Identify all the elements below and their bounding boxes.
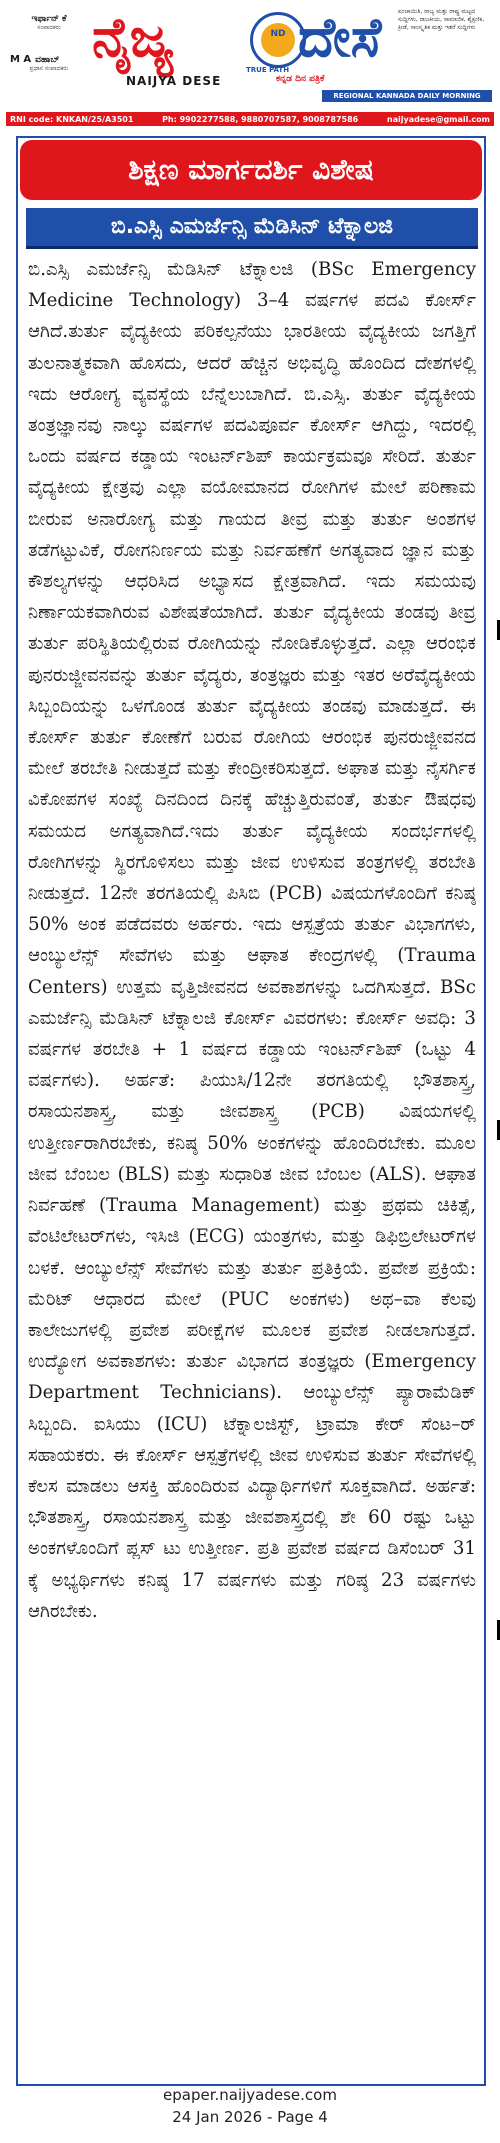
- article-body: [28, 254, 476, 2074]
- article-headline: ಬಿ.ಎಸ್ಸಿ ಎಮರ್ಜೆನ್ಸಿ ಮೆಡಿಸಿನ್ ಟೆಕ್ನಾಲಜಿ: [26, 208, 478, 249]
- masthead-editor-block: [10, 10, 88, 110]
- info-bar: [6, 112, 494, 126]
- chief-editor-line: [10, 54, 88, 65]
- editor-name: ಇರ್ಫಾನ್ ಕೆ: [31, 14, 67, 24]
- newspaper-tagline: ಕನ್ನಡ ದಿನ ಪತ್ರಿಕೆ: [276, 74, 325, 84]
- phone-numbers: Ph: 9902277588, 9880707587, 9008787586: [162, 114, 359, 124]
- newspaper-title-part1: ನೈಜ್ಯ: [92, 6, 174, 69]
- chief-editor-initials: M A: [10, 54, 32, 65]
- masthead: [6, 6, 494, 114]
- newspaper-title-part2: ದೇಸೆ: [298, 6, 382, 69]
- newspaper-title-english: NAIJYA DESE: [126, 74, 222, 88]
- editor-role: ಸಂಪಾದಕರು: [37, 24, 61, 31]
- footer-url[interactable]: epaper.naijyadese.com: [163, 2086, 337, 2104]
- chief-editor-name: ವಹಾಬ್: [35, 55, 60, 65]
- logo-motto: TRUE PATH: [246, 66, 290, 74]
- regional-band: REGIONAL KANNADA DAILY MORNING: [322, 90, 492, 102]
- rni-code: RNI code: KNKAN/25/A3501: [10, 114, 134, 124]
- section-banner: ಶಿಕ್ಷಣ ಮಾರ್ಗದರ್ಶಿ ವಿಶೇಷ: [20, 140, 482, 200]
- article-paragraph: ಬಿ.ಎಸ್ಸಿ ಎಮರ್ಜೆನ್ಸಿ ಮೆಡಿಸಿನ್ ಟೆಕ್ನಾಲಜಿ (BSc Emergency Medicine Technology) 3–4 ವರ್ಷಗಳ ಪದವಿ ಕೋರ್ಸ್ ಆಗಿದೆ.ತುರ್ತು ವೈದ್ಯಕೀಯ ಪರಿಕಲ್ಪನೆಯು ಭಾರತೀಯ ವೈದ್ಯಕೀಯ ಜಗತ್ತಿಗೆ ತುಲನಾತ್ಮಕವಾಗಿ ಹೊಸದು, ಆದರೆ ಹೆಚ್ಚಿನ ಅಭಿವೃದ್ಧಿ ಹೊಂದಿದ ದೇಶಗಳಲ್ಲಿ ಇದು ಆರೋಗ್ಯ ವ್ಯವಸ್ಥೆಯ ಬೆನ್ನೆಲುಬಾಗಿದೆ. ಬಿ.ಎಸ್ಸಿ. ತುರ್ತು ವೈದ್ಯಕೀಯ ತಂತ್ರಜ್ಞಾನವು ನಾಲ್ಕು ವರ್ಷಗಳ ಪದವಿಪೂರ್ವ ಕೋರ್ಸ್ ಆಗಿದ್ದು, ಇದರಲ್ಲಿ ಒಂದು ವರ್ಷದ ಕಡ್ಡಾಯ ಇಂಟರ್ನ್‌ಶಿಪ್ ಕಾರ್ಯಕ್ರಮವೂ ಸೇರಿದೆ. ತುರ್ತು ವೈದ್ಯಕೀಯ ಕ್ಷೇತ್ರವು ಎಲ್ಲಾ ವಯೋಮಾನದ ರೋಗಿಗಳ ಮೇಲೆ ಪರಿಣಾಮ ಬೀರುವ ಅನಾರೋಗ್ಯ ಮತ್ತು ಗಾಯದ ತೀವ್ರ ಮತ್ತು ತುರ್ತು ಅಂಶಗಳ ತಡೆಗಟ್ಟುವಿಕೆ, ರೋಗನಿರ್ಣಯ ಮತ್ತು ನಿರ್ವಹಣೆಗೆ ಅಗತ್ಯವಾದ ಜ್ಞಾನ ಮತ್ತು ಕೌಶಲ್ಯಗಳನ್ನು ಆಧರಿಸಿದ ಅಭ್ಯಾಸದ ಕ್ಷೇತ್ರವಾಗಿದೆ. ಇದು ಸಮಯವು ನಿರ್ಣಾಯಕವಾಗಿರುವ ವಿಶೇಷತೆಯಾಗಿದೆ. ತುರ್ತು ವೈದ್ಯಕೀಯ ತಂಡವು ತೀವ್ರ ತುರ್ತು ಪರಿಸ್ಥಿತಿಯಲ್ಲಿರುವ ರೋಗಿಯನ್ನು ನೋಡಿಕೊಳ್ಳುತ್ತದೆ. ಎಲ್ಲಾ ಆರಂಭಿಕ ಪುನರುಜ್ಜೀವನವನ್ನು ತುರ್ತು ವೈದ್ಯರು, ತಂತ್ರಜ್ಞರು ಮತ್ತು ಇತರ ಅರೆವೈದ್ಯಕೀಯ ಸಿಬ್ಬಂದಿಯನ್ನು ಒಳಗೊಂಡ ತುರ್ತು ವೈದ್ಯಕೀಯ ತಂಡವು ಮಾಡುತ್ತದೆ. ಈ ಕೋರ್ಸ್ ತುರ್ತು ಕೋಣೆಗೆ ಬರುವ ರೋಗಿಯ ಆರಂಭಿಕ ಪುನರುಜ್ಜೀವನದ ಮೇಲೆ ತರಬೇತಿ ನೀಡುತ್ತದೆ ಮತ್ತು ಕೇಂದ್ರೀಕರಿಸುತ್ತದೆ. ಅಘಾತ ಮತ್ತು ನೈಸರ್ಗಿಕ ವಿಕೋಪಗಳ ಸಂಖ್ಯೆ ದಿನದಿಂದ ದಿನಕ್ಕೆ ಹೆಚ್ಚುತ್ತಿರುವಂತೆ, ತುರ್ತು ಔಷಧವು ಸಮಯದ ಅಗತ್ಯವಾಗಿದೆ.ಇದು ತುರ್ತು ವೈದ್ಯಕೀಯ ಸಂದರ್ಭಗಳಲ್ಲಿ ರೋಗಿಗಳನ್ನು ಸ್ಥಿರಗೊಳಿಸಲು ಮತ್ತು ಜೀವ ಉಳಿಸುವ ತಂತ್ರಗಳಲ್ಲಿ ತರಬೇತಿ ನೀಡುತ್ತದೆ. 12ನೇ ತರಗತಿಯಲ್ಲಿ ಪಿಸಿಬಿ (PCB) ವಿಷಯಗಳೊಂದಿಗೆ ಕನಿಷ್ಠ 50% ಅಂಕ ಪಡೆದವರು ಅರ್ಹರು. ಇದು ಆಸ್ಪತ್ರೆಯ ತುರ್ತು ವಿಭಾಗಗಳು, ಆಂಬ್ಯುಲೆನ್ಸ್ ಸೇವೆಗಳು ಮತ್ತು ಆಘಾತ ಕೇಂದ್ರಗಳಲ್ಲಿ (Trauma Centers) ಉತ್ತಮ ವೃತ್ತಿಜೀವನದ ಅವಕಾಶಗಳನ್ನು ಒದಗಿಸುತ್ತದೆ. BSc ಎಮರ್ಜೆನ್ಸಿ ಮೆಡಿಸಿನ್ ಟೆಕ್ನಾಲಜಿ ಕೋರ್ಸ್ ವಿವರಗಳು: ಕೋರ್ಸ್ ಅವಧಿ: 3 ವರ್ಷಗಳ ತರಬೇತಿ + 1 ವರ್ಷದ ಕಡ್ಡಾಯ ಇಂಟರ್ನ್‌ಶಿಪ್ (ಒಟ್ಟು 4 ವರ್ಷಗಳು). ಅರ್ಹತೆ: ಪಿಯುಸಿ/12ನೇ ತರಗತಿಯಲ್ಲಿ ಭೌತಶಾಸ್ತ್ರ, ರಸಾಯನಶಾಸ್ತ್ರ, ಮತ್ತು ಜೀವಶಾಸ್ತ್ರ (PCB) ವಿಷಯಗಳಲ್ಲಿ ಉತ್ತೀರ್ಣರಾಗಿರಬೇಕು, ಕನಿಷ್ಠ 50% ಅಂಕಗಳನ್ನು ಹೊಂದಿರಬೇಕು. ಮೂಲ ಜೀವ ಬೆಂಬಲ (BLS) ಮತ್ತು ಸುಧಾರಿತ ಜೀವ ಬೆಂಬಲ (ALS). ಆಘಾತ ನಿರ್ವಹಣೆ (Trauma Management) ಮತ್ತು ಪ್ರಥಮ ಚಿಕಿತ್ಸೆ, ವೆಂಟಿಲೇಟರ್‌ಗಳು, ಇಸಿಜಿ (ECG) ಯಂತ್ರಗಳು, ಮತ್ತು ಡಿಫಿಬ್ರಿಲೇಟರ್‌ಗಳ ಬಳಕೆ. ಆಂಬ್ಯುಲೆನ್ಸ್ ಸೇವೆಗಳು ಮತ್ತು ತುರ್ತು ಪ್ರತಿಕ್ರಿಯೆ. ಪ್ರವೇಶ ಪ್ರಕ್ರಿಯೆ: ಮೆರಿಟ್ ಆಧಾರದ ಮೇಲೆ (PUC ಅಂಕಗಳು) ಅಥ–ವಾ ಕೆಲವು ಕಾಲೇಜುಗಳಲ್ಲಿ ಪ್ರವೇಶ ಪರೀಕ್ಷೆಗಳ ಮೂಲಕ ಪ್ರವೇಶ ನೀಡಲಾಗುತ್ತದೆ. ಉದ್ಯೋಗ ಅವಕಾಶಗಳು: ತುರ್ತು ವಿಭಾಗದ ತಂತ್ರಜ್ಞರು (Emergency Department Technicians). ಆಂಬ್ಯುಲೆನ್ಸ್ ಪ್ಯಾರಾಮೆಡಿಕ್ ಸಿಬ್ಬಂದಿ. ಐಸಿಯು (ICU) ಟೆಕ್ನಾಲಜಿಸ್ಟ್, ಟ್ರಾಮಾ ಕೇರ್ ಸೆಂಟ–ರ್ ಸಹಾಯಕರು. ಈ ಕೋರ್ಸ್ ಆಸ್ಪತ್ರೆಗಳಲ್ಲಿ ಜೀವ ಉಳಿಸುವ ತುರ್ತು ಸೇವೆಗಳಲ್ಲಿ ಕೆಲಸ ಮಾಡಲು ಆಸಕ್ತಿ ಹೊಂದಿರುವ ವಿದ್ಯಾರ್ಥಿಗಳಿಗೆ ಸೂಕ್ತವಾಗಿದೆ. ಅರ್ಹತೆ: ಭೌತಶಾಸ್ತ್ರ, ರಸಾಯನಶಾಸ್ತ್ರ ಮತ್ತು ಜೀವಶಾಸ್ತ್ರದಲ್ಲಿ ಶೇ 60 ರಷ್ಟು ಒಟ್ಟು ಅಂಕಗಳೊಂದಿಗೆ ಪ್ಲಸ್ ಟು ಉತ್ತೀರ್ಣ. ಪ್ರತಿ ಪ್ರವೇಶ ವರ್ಷದ ಡಿಸೆಂಬರ್ 31 ಕ್ಕೆ ಅಭ್ಯರ್ಥಿಗಳು ಕನಿಷ್ಠ 17 ವರ್ಷಗಳು ಮತ್ತು ಗರಿಷ್ಠ 23 ವರ್ಷಗಳು ಆಗಿರಬೇಕು.: [28, 259, 476, 1622]
- footer-date-page: 24 Jan 2026 - Page 4: [172, 2108, 328, 2126]
- logo-text: ND: [270, 29, 286, 39]
- chief-editor-role: ಪ್ರಧಾನ ಸಂಪಾದಕರು: [29, 65, 69, 72]
- masthead-coverage-text: ಪಂಚಾಯಿತಿ, ರಾಜ್ಯ ಮತ್ತು ರಾಷ್ಟ್ರ ಮಟ್ಟದ ಸುದ್ದಿಗಳು, ರಾಜಕೀಯ, ಸಾಮಾಜಿಕ, ಶೈಕ್ಷಣಿಕ, ಕ್ರೀಡೆ, ಸಾಂಸ್ಕೃತಿಕ ಮತ್ತು ಇತರೆ ಸುದ್ದಿಗಳು: [398, 8, 485, 31]
- contact-email: naijyadese@gmail.com: [386, 114, 490, 124]
